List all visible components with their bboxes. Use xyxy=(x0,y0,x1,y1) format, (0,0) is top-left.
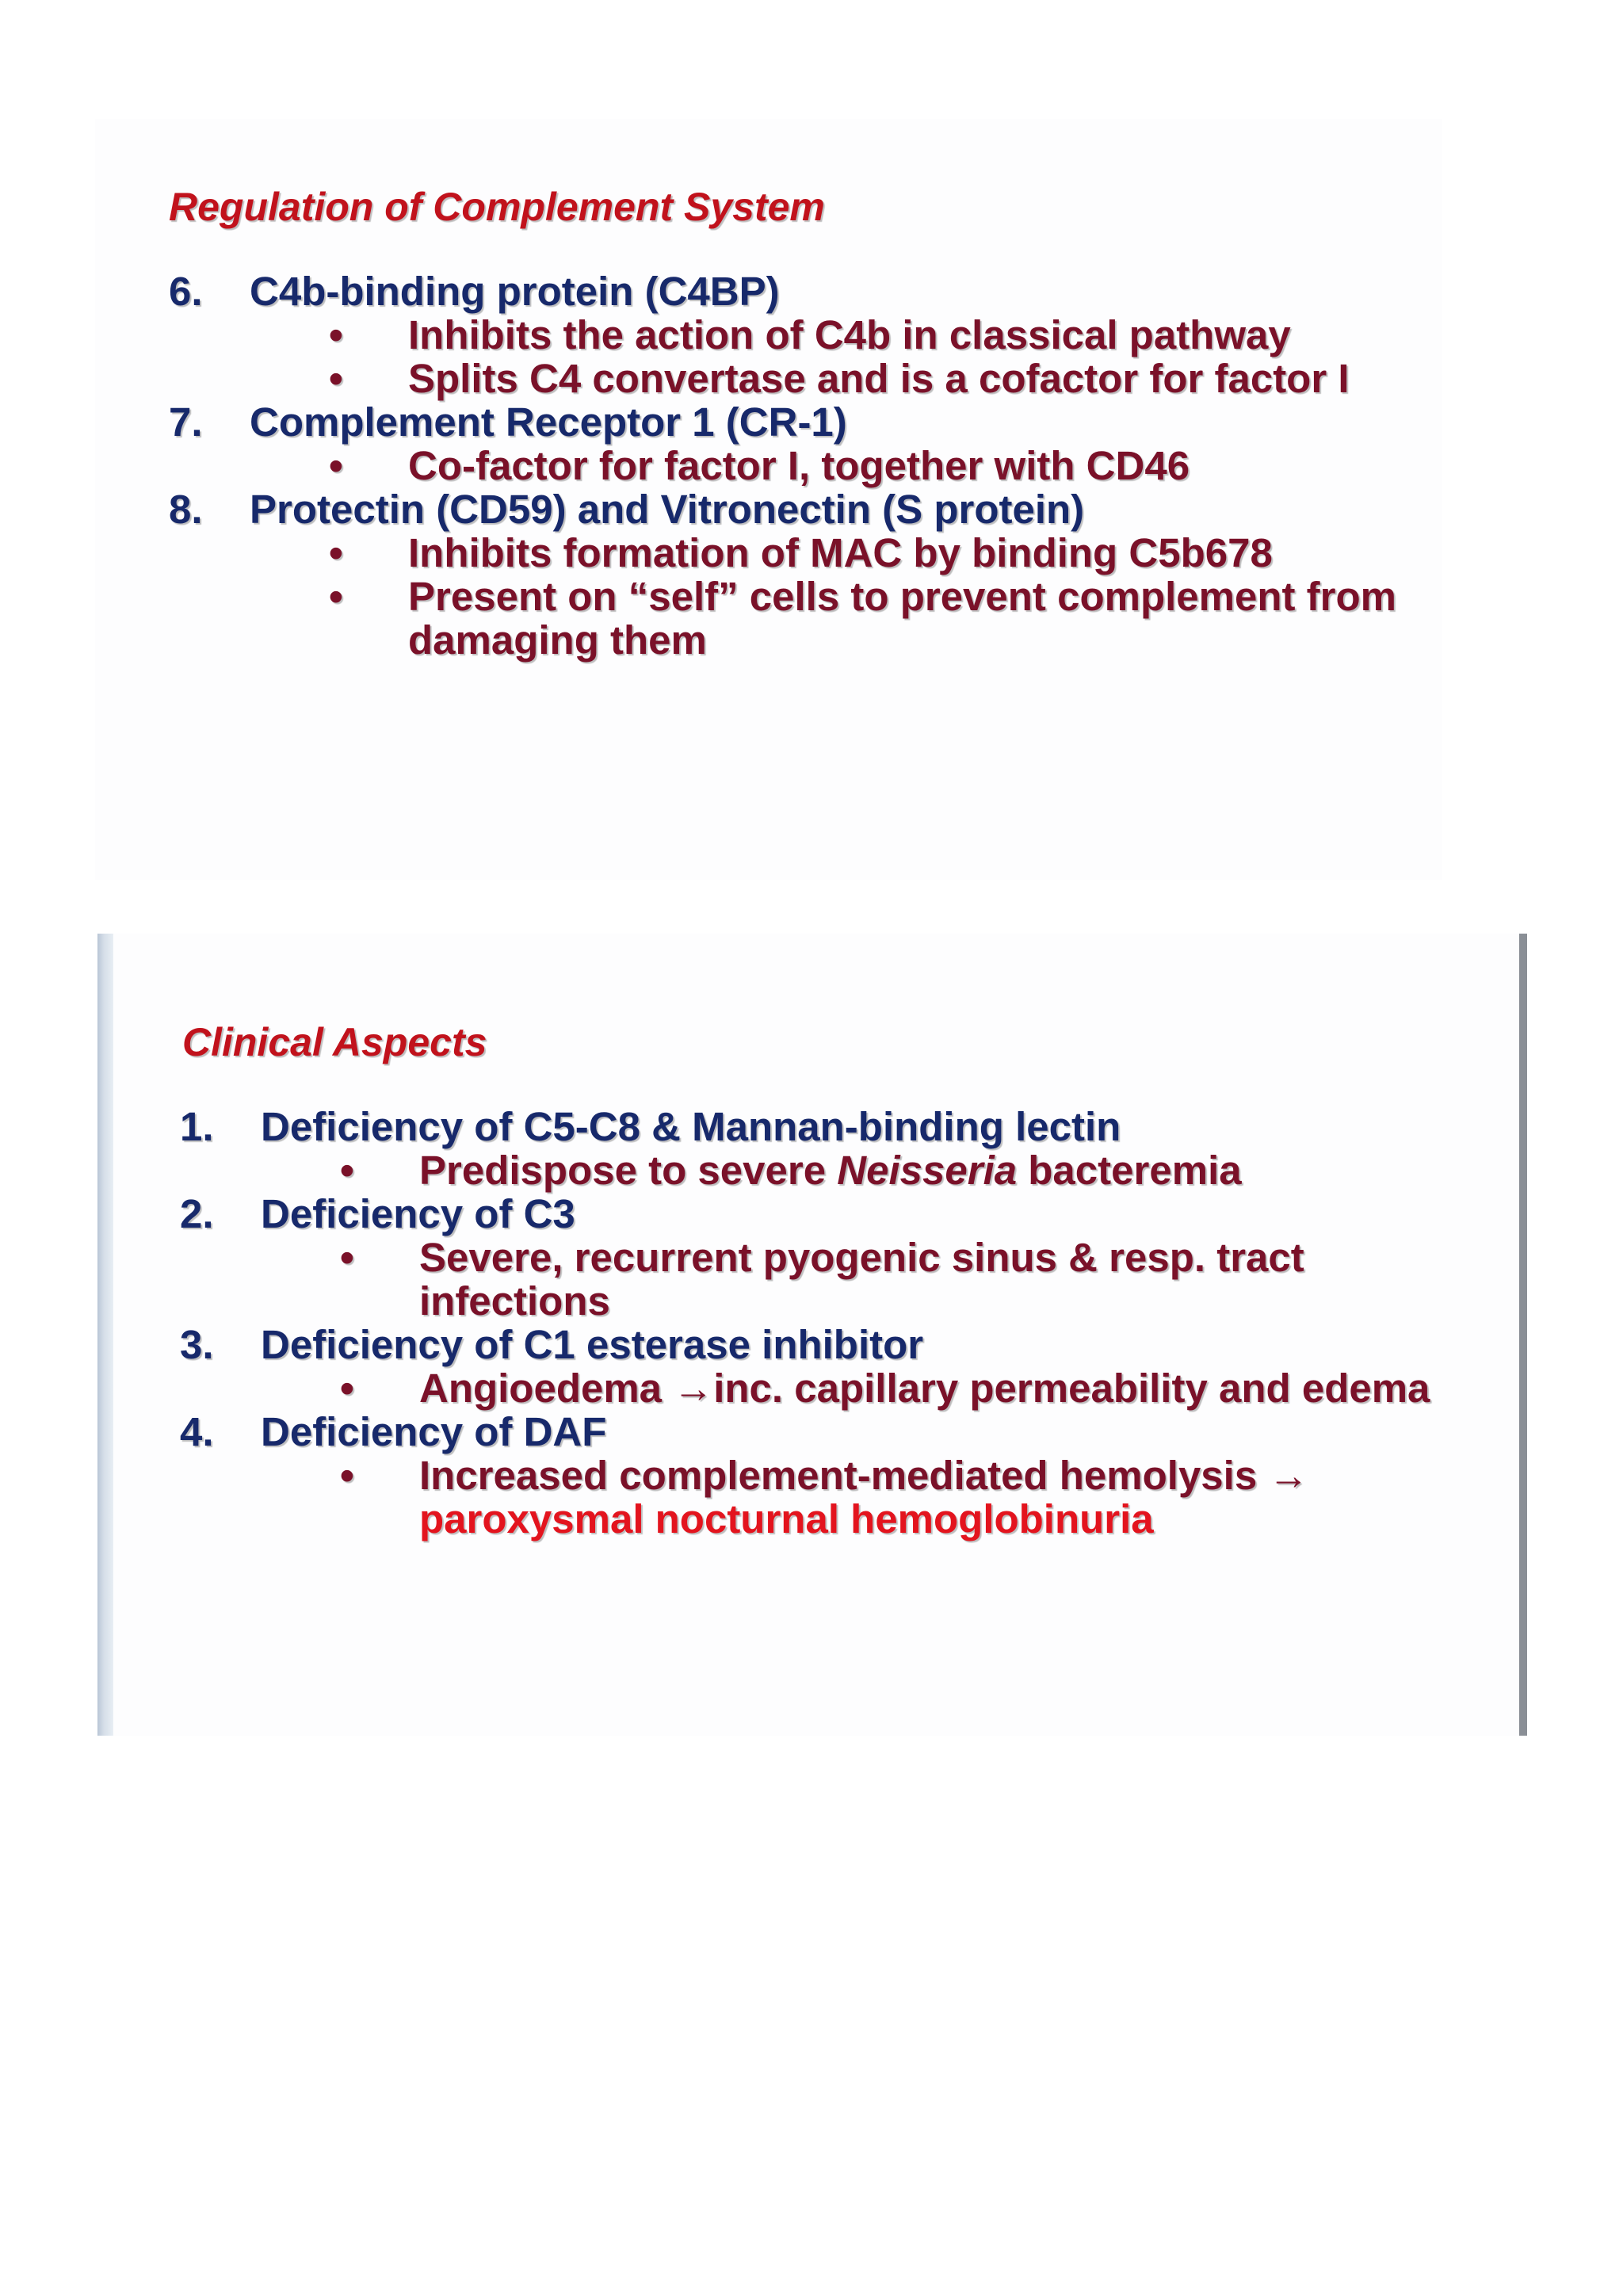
item-text: Protectin (CD59) and Vitronectin (S protein) xyxy=(250,487,1085,532)
bullet-icon: • xyxy=(340,1366,354,1411)
slide-title: Regulation of Complement System xyxy=(169,185,825,229)
regulator-list xyxy=(169,269,1429,662)
sub-item xyxy=(261,1454,1448,1541)
item-text: Deficiency of C5-C8 & Mannan-binding lectin xyxy=(261,1104,1121,1149)
bullet-icon: • xyxy=(340,1235,354,1280)
sub-item-text: Increased complement-mediated hemolysis → xyxy=(419,1453,1309,1498)
sub-item-text: Inhibits the action of C4b in classical pathway xyxy=(408,312,1291,357)
item-number: 4. xyxy=(180,1409,214,1454)
sub-item xyxy=(250,357,1429,400)
item-number: 1. xyxy=(180,1104,214,1149)
sub-list xyxy=(261,1454,1448,1541)
list-item-c5-c8 xyxy=(180,1105,1448,1192)
item-number: 3. xyxy=(180,1322,214,1367)
sub-item xyxy=(261,1148,1448,1192)
bullet-icon: • xyxy=(329,530,343,575)
slide-right-border xyxy=(1519,934,1527,1736)
sub-item-text: bacteremia xyxy=(1017,1148,1242,1193)
sub-item-text: Predispose to severe xyxy=(419,1148,838,1193)
sub-item-text: Inhibits formation of MAC by binding C5b678 xyxy=(408,530,1273,575)
bullet-icon: • xyxy=(329,356,343,401)
sub-list xyxy=(261,1236,1448,1323)
slide-left-border xyxy=(97,934,113,1736)
slide-regulation xyxy=(95,119,1442,880)
highlighted-diagnosis: paroxysmal nocturnal hemoglobinuria xyxy=(419,1496,1154,1541)
list-item-c1-esterase xyxy=(180,1323,1448,1410)
slide-title: Clinical Aspects xyxy=(182,1020,487,1064)
sub-list xyxy=(261,1148,1448,1192)
bullet-icon: • xyxy=(329,443,343,488)
item-number: 8. xyxy=(169,487,203,532)
sub-item xyxy=(250,444,1429,487)
sub-item-text: Splits C4 convertase and is a cofactor for factor I xyxy=(408,356,1350,401)
item-text: Deficiency of C3 xyxy=(261,1191,575,1236)
item-number: 6. xyxy=(169,269,203,314)
bullet-icon: • xyxy=(329,574,343,619)
sub-list xyxy=(261,1366,1448,1410)
list-item-cr1 xyxy=(169,400,1429,487)
item-text: Deficiency of DAF xyxy=(261,1409,607,1454)
organism-name: Neisseria xyxy=(837,1148,1018,1193)
slide-clinical-aspects xyxy=(97,934,1527,1736)
item-number: 2. xyxy=(180,1191,214,1236)
clinical-list xyxy=(180,1105,1448,1541)
bullet-icon: • xyxy=(340,1148,354,1193)
sub-item xyxy=(250,531,1429,575)
list-item-c3 xyxy=(180,1192,1448,1323)
sub-item xyxy=(250,313,1429,357)
sub-item-text: Co-factor for factor I, together with CD46 xyxy=(408,443,1190,488)
sub-list xyxy=(250,531,1429,662)
list-item-protectin xyxy=(169,487,1429,662)
item-text: C4b-binding protein (C4BP) xyxy=(250,269,780,314)
item-number: 7. xyxy=(169,399,203,445)
item-text: Complement Receptor 1 (CR-1) xyxy=(250,399,847,445)
sub-item xyxy=(250,575,1429,662)
bullet-icon: • xyxy=(340,1453,354,1498)
bullet-icon: • xyxy=(329,312,343,357)
sub-item-text: Severe, recurrent pyogenic sinus & resp. tract infections xyxy=(419,1235,1304,1324)
sub-item xyxy=(261,1236,1448,1323)
sub-item xyxy=(261,1366,1448,1410)
sub-list xyxy=(250,444,1429,487)
list-item-daf xyxy=(180,1410,1448,1541)
list-item-c4bp xyxy=(169,269,1429,400)
sub-item-text: Present on “self” cells to prevent complement from damaging them xyxy=(408,574,1396,663)
item-text: Deficiency of C1 esterase inhibitor xyxy=(261,1322,924,1367)
sub-list xyxy=(250,313,1429,400)
sub-item-text: Angioedema →inc. capillary permeability and edema xyxy=(419,1366,1430,1411)
